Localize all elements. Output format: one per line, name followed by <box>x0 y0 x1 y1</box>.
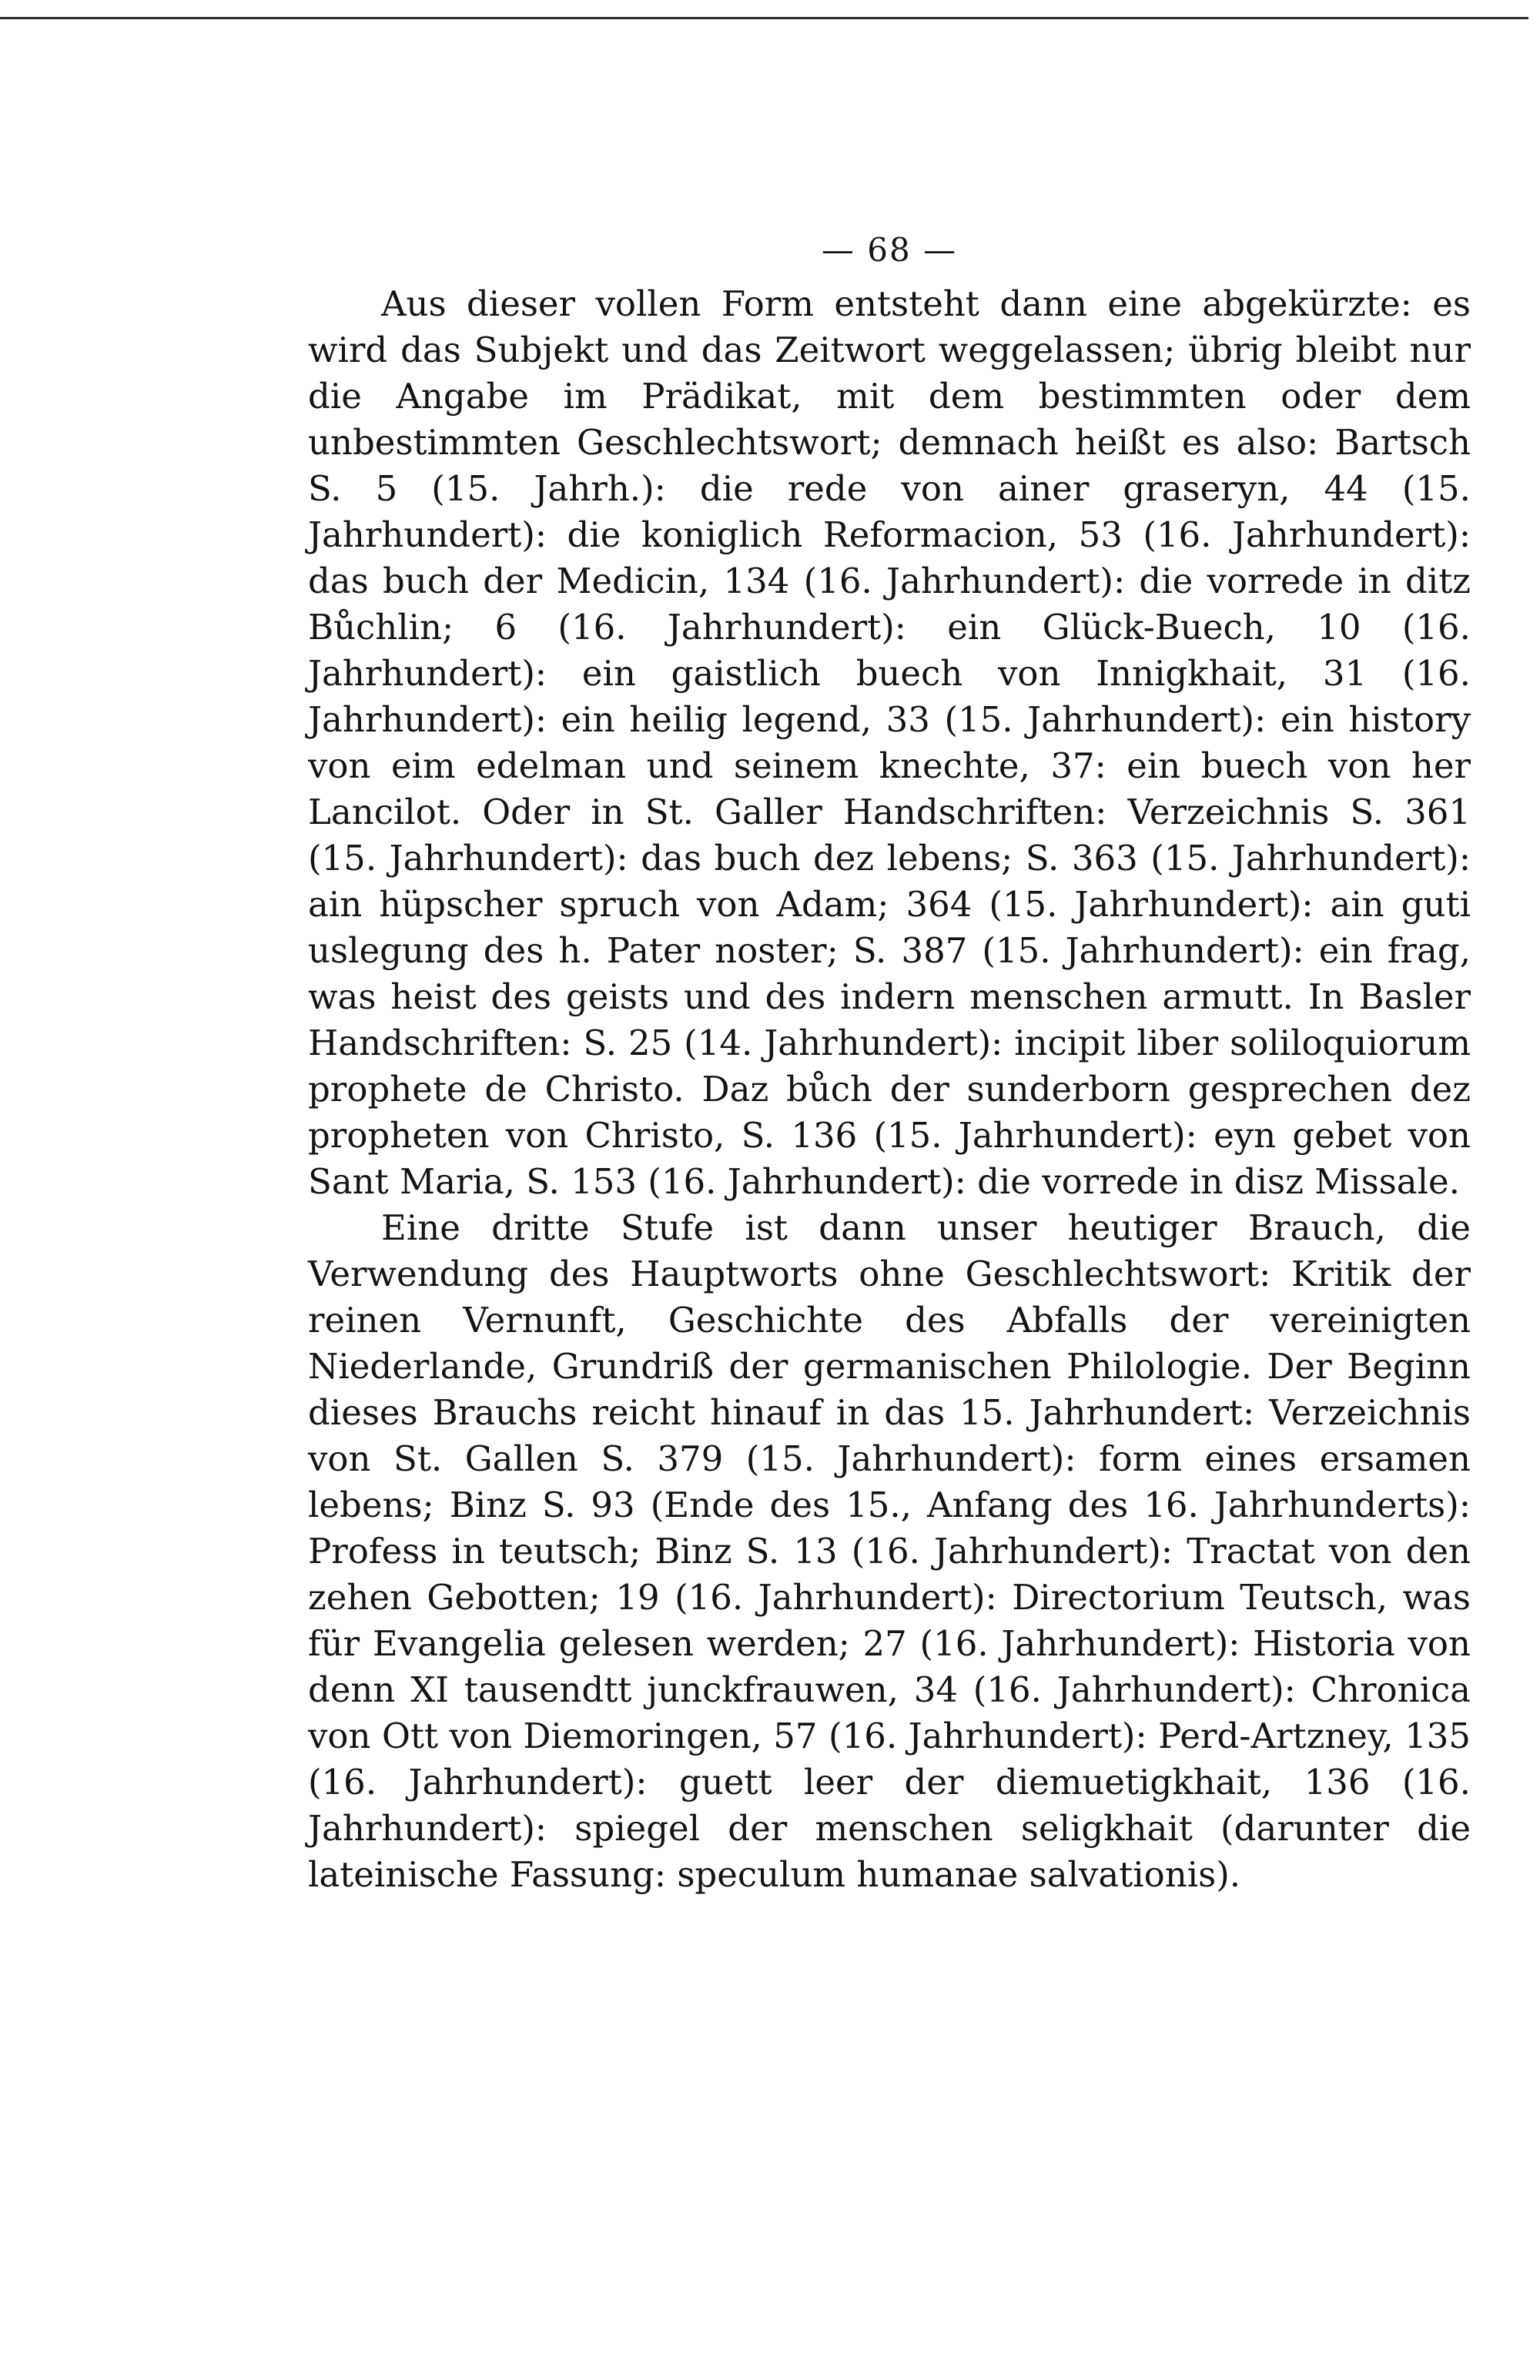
scan-border-line <box>0 17 1528 19</box>
page-number: — 68 — <box>821 231 958 269</box>
paragraph-abbreviated-form: Aus dieser vollen Form entsteht dann eine abgekürzte: es wird das Subjekt und das Zeitwort weggelassen; übrig bleibt nur die Angabe im Prädikat, mit dem bestimmten oder dem unbestimmten Geschlechtswort; demnach heißt es also: Bartsch S. 5 (15. Jahrh.): die rede von ainer graseryn, 44 (15. Jahrhundert): die koniglich Reformacion, 53 (16. Jahrhundert): das buch der Medicin, 134 (16. Jahrhundert): die vorrede in ditz Bůchlin; 6 (16. Jahrhundert): ein Glück-Buech, 10 (16. Jahrhundert): ein gaistlich buech von Innigkhait, 31 (16. Jahrhundert): ein heilig legend, 33 (15. Jahrhundert): ein history von eim edelman und seinem knechte, 37: ein buech von her Lancilot. Oder in St. Galler Handschriften: Verzeichnis S. 361 (15. Jahrhundert): das buch dez lebens; S. 363 (15. Jahrhundert): ain hüpscher spruch von Adam; 364 (15. Jahrhundert): ain guti uslegung des h. Pater noster; S. 387 (15. Jahrhundert): ein frag, was heist des geists und des indern menschen armutt. In Basler Handschriften: S. 25 (14. Jahrhundert): incipit liber soliloquiorum prophete de Christo. Daz bůch der sunderborn gesprechen dez propheten von Christo, S. 136 (15. Jahrhundert): eyn gebet von Sant Maria, S. 153 (16. Jahrhundert): die vorrede in disz Missale. <box>308 283 1471 1202</box>
paragraph-third-stage: Eine dritte Stufe ist dann unser heutiger Brauch, die Verwendung des Hauptworts ohne Geschlechtswort: Kritik der reinen Vernunft, Geschichte des Abfalls der vereinigten Niederlande, Grundriß der germanischen Philologie. Der Beginn dieses Brauchs reicht hinauf in das 15. Jahrhundert: Verzeichnis von St. Gallen S. 379 (15. Jahrhundert): form eines ersamen lebens; Binz S. 93 (Ende des 15., Anfang des 16. Jahrhunderts): Profess in teutsch; Binz S. 13 (16. Jahrhundert): Tractat von den zehen Gebotten; 19 (16. Jahrhundert): Directorium Teutsch, was für Evangelia gelesen werden; 27 (16. Jahrhundert): Historia von denn XI tausendtt junckfrauwen, 34 (16. Jahrhundert): Chronica von Ott von Diemoringen, 57 (16. Jahrhundert): Perd-Artzney, 135 (16. Jahrhundert): guett leer der diemuetigkhait, 136 (16. Jahrhundert): spiegel der menschen seligkhait (darunter die lateinische Fassung: speculum humanae salvationis). <box>308 1207 1471 1895</box>
book-page <box>308 227 1471 1898</box>
